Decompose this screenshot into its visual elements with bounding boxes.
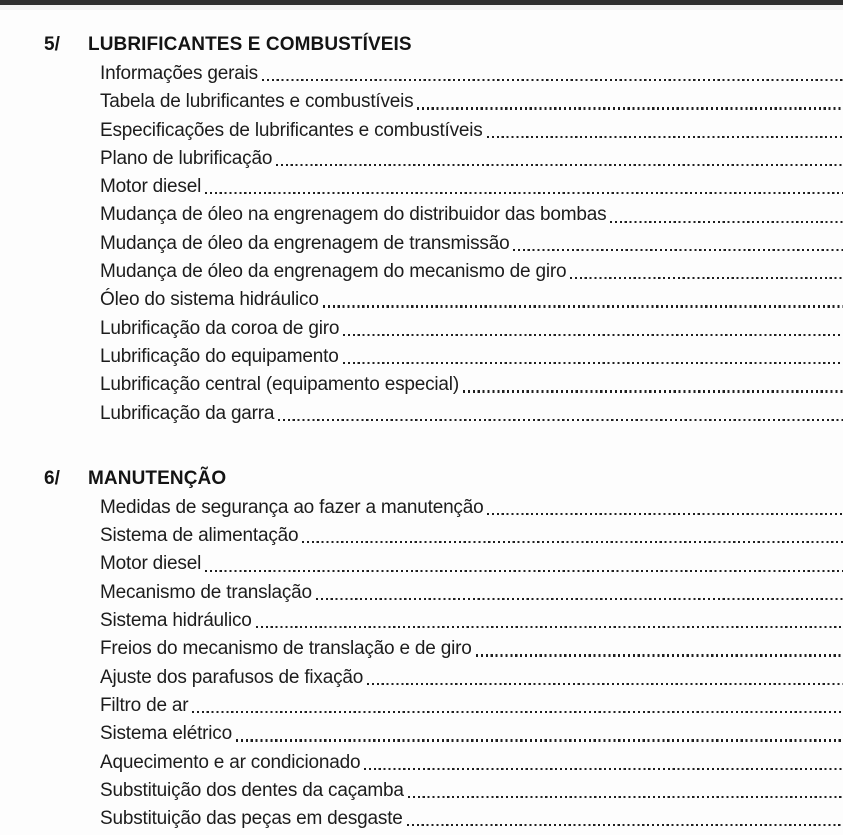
- toc-entry-label: Sistema hidráulico: [100, 610, 252, 632]
- dot-leader: [417, 107, 843, 109]
- dot-leader: [276, 164, 843, 166]
- dot-leader: [316, 598, 843, 600]
- toc-entry-row: [100, 230, 843, 258]
- toc-entry-row: [100, 720, 843, 748]
- toc-entry-label: Lubrificação central (equipamento especial): [100, 374, 459, 396]
- toc-entry-row: [100, 664, 843, 692]
- toc-entry-label: Óleo do sistema hidráulico: [100, 289, 319, 311]
- dot-leader: [192, 711, 843, 713]
- dot-leader: [610, 221, 843, 223]
- toc-entry-row: [100, 60, 843, 88]
- toc-entry-row: [100, 145, 843, 173]
- toc-entry-label: Especificações de lubrificantes e combustíveis: [100, 119, 483, 141]
- window-top-edge: [0, 0, 843, 10]
- toc-entry-row: [100, 343, 843, 371]
- toc-entry-row: [100, 315, 843, 343]
- toc-section: [44, 31, 843, 428]
- toc-entry-row: [100, 522, 843, 550]
- toc-entry-label: Filtro de ar: [100, 694, 189, 716]
- toc-entry-label: Sistema de alimentação: [100, 525, 299, 547]
- toc-entry-row: [100, 805, 843, 833]
- toc-entry-label: Lubrificação da coroa de giro: [100, 317, 340, 339]
- section-header: [44, 31, 843, 59]
- dot-leader: [463, 390, 843, 392]
- toc-entry-row: [100, 117, 843, 145]
- toc-entry-row: [100, 371, 843, 399]
- dot-leader: [408, 796, 843, 798]
- toc-entry-label: Ajuste dos parafusos de fixação: [100, 666, 364, 688]
- toc-entry-label: Mecanismo de translação: [100, 581, 312, 603]
- toc-entry-label: Motor diesel: [100, 553, 202, 575]
- dot-leader: [205, 570, 843, 572]
- dot-leader: [364, 768, 843, 770]
- toc-entry-row: [100, 258, 843, 286]
- toc-entry-row: [100, 550, 843, 578]
- toc-entry-label: Mudança de óleo da engrenagem do mecanismo de giro: [100, 261, 567, 283]
- toc-entry-label: Medidas de segurança ao fazer a manutenção: [100, 496, 484, 518]
- dot-leader: [343, 362, 843, 364]
- section-title: LUBRIFICANTES E COMBUSTÍVEIS: [88, 34, 412, 55]
- toc-entry-label: Tabela de lubrificantes e combustíveis: [100, 91, 414, 113]
- toc-entry-row: [100, 286, 843, 314]
- dot-leader: [343, 334, 843, 336]
- toc-entry-row: [100, 777, 843, 805]
- dot-leader: [407, 824, 843, 826]
- toc-entry-label: Motor diesel: [100, 176, 202, 198]
- toc-entry-row: [100, 579, 843, 607]
- toc-entry-label: Plano de lubrificação: [100, 147, 273, 169]
- toc-entry-label: Lubrificação da garra: [100, 402, 275, 424]
- toc-entry-label: Freios do mecanismo de translação e de giro: [100, 638, 472, 660]
- toc-entry-row: [100, 400, 843, 428]
- dot-leader: [205, 192, 843, 194]
- toc-entry-row: [100, 607, 843, 635]
- dot-leader: [487, 136, 843, 138]
- toc-entry-label: Lubrificação do equipamento: [100, 345, 339, 367]
- dot-leader: [367, 683, 843, 685]
- toc-entry-label: Substituição das peças em desgaste: [100, 808, 403, 830]
- dot-leader: [513, 249, 843, 251]
- section-number: 5/: [44, 34, 61, 55]
- dot-leader: [278, 419, 843, 421]
- toc-entry-row: [100, 201, 843, 229]
- toc-section: [44, 465, 843, 834]
- toc-entry-row: [100, 692, 843, 720]
- toc-entry-row: [100, 173, 843, 201]
- dot-leader: [262, 79, 843, 81]
- toc-entry-row: [100, 494, 843, 522]
- toc-entry-label: Aquecimento e ar condicionado: [100, 751, 361, 773]
- section-entries: [44, 60, 843, 428]
- toc-entry-row: [100, 635, 843, 663]
- toc-entry-label: Substituição dos dentes da caçamba: [100, 779, 404, 801]
- dot-leader: [570, 277, 843, 279]
- dot-leader: [323, 305, 843, 307]
- dot-leader: [302, 541, 843, 543]
- dot-leader: [256, 626, 843, 628]
- toc-entry-label: Sistema elétrico: [100, 723, 232, 745]
- section-number: 6/: [44, 467, 61, 489]
- dot-leader: [487, 513, 843, 515]
- dot-leader: [476, 654, 843, 656]
- dot-leader: [236, 739, 843, 741]
- toc-entry-label: Mudança de óleo da engrenagem de transmissão: [100, 232, 510, 254]
- section-title: MANUTENÇÃO: [88, 467, 227, 489]
- toc-entry-label: Mudança de óleo na engrenagem do distribuidor das bombas: [100, 204, 607, 226]
- section-entries: [44, 494, 843, 834]
- section-header: [44, 465, 843, 493]
- toc-entry-row: [100, 749, 843, 777]
- toc-entry-label: Informações gerais: [100, 63, 258, 84]
- table-of-contents: [0, 10, 843, 833]
- toc-entry-row: [100, 88, 843, 116]
